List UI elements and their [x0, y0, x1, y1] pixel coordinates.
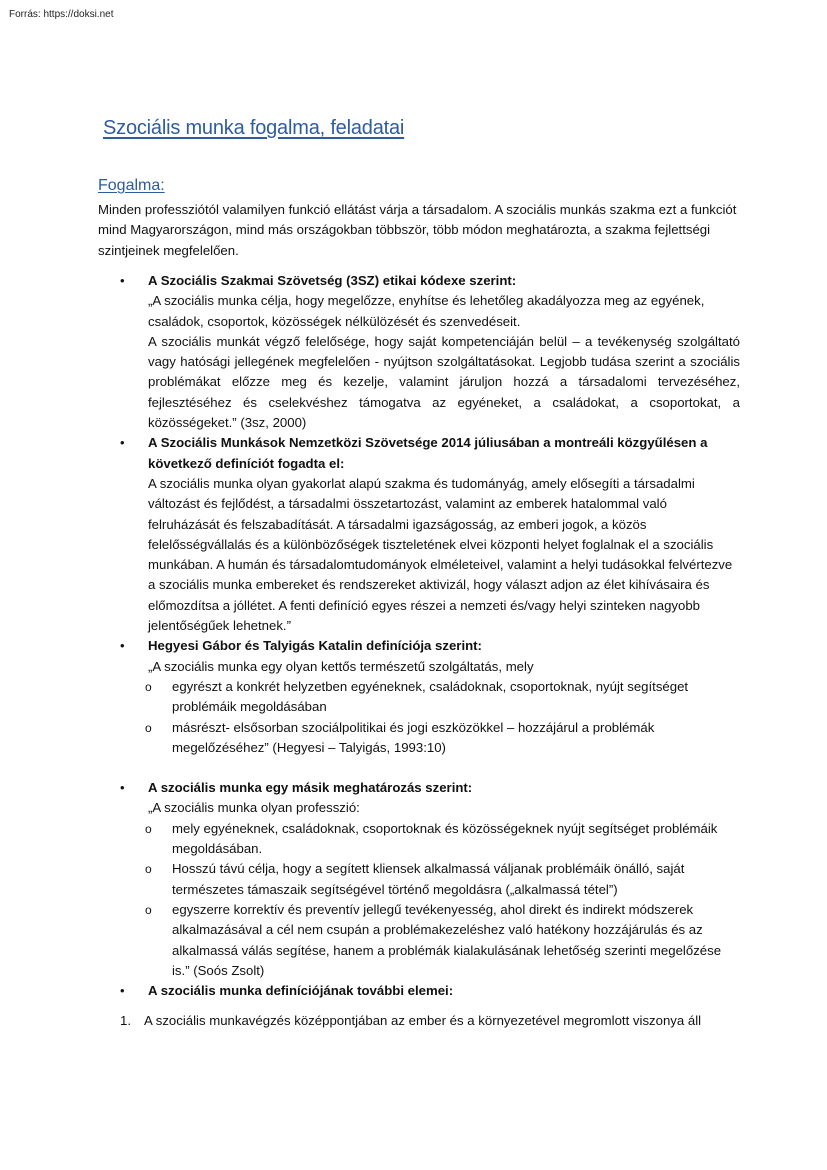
sub-list-item: [120, 677, 740, 718]
bullet-icon: •: [120, 273, 125, 288]
bullet-icon: •: [120, 983, 125, 999]
circle-bullet-icon: o: [145, 720, 152, 735]
list-item: [120, 778, 740, 819]
definition-list: [120, 271, 740, 1032]
item-text: „A szociális munka egy olyan kettős természetű szolgáltatás, mely: [148, 658, 534, 674]
circle-bullet-icon: o: [145, 862, 152, 877]
item-text: „A szociális munka olyan professzió:: [148, 800, 360, 816]
sub-list-item: [120, 900, 740, 981]
spacer: [120, 758, 740, 778]
sub-list-item: [120, 859, 740, 900]
list-item: [120, 271, 740, 433]
circle-bullet-icon: o: [145, 679, 152, 694]
bullet-icon: •: [120, 780, 125, 796]
sub-list-item: [120, 718, 740, 759]
sub-item-text: egyszerre korrektív és preventív jellegű tevékenyesség, ahol direkt és indirekt módszerek alkalmazásával a cél nem csupán a problémakezeléshez való hatékony hozzájárulás és az alkalmassá válás segítése, hanem a problémák kialakulásának lehetőség szerinti megelőzése is.” (Soós Zsolt): [172, 901, 722, 978]
item-heading: Hegyesi Gábor és Talyigás Katalin definíciója szerint:: [148, 638, 482, 654]
sub-item-text: Hosszú távú célja, hogy a segített kliensek alkalmassá váljanak problémáik önálló, saját természetes támaszaik segítségével történő megoldásra („alkalmassá tétel”): [172, 861, 685, 897]
bullet-icon: •: [120, 638, 125, 654]
sub-item-text: egyrészt a konkrét helyzetben egyéneknek, családoknak, csoportoknak, nyújt segítséget problémáik megoldásában: [172, 678, 689, 715]
intro-paragraph: Minden professziótól valamilyen funkció ellátást várja a társadalom. A szociális munkás szakma ezt a funkciót mind Magyarországon, mind más országokban többször, több módon meghatározta, a szakma fejlettségi szintjeinek megfelelően.: [98, 202, 737, 258]
source-label: Forrás: https://doksi.net: [9, 9, 114, 20]
sub-item-text: másrészt- elsősorban szociálpolitikai és jogi eszközökkel – hozzájárul a problémák megelőzéséhez” (Hegyesi – Talyigás, 1993:10): [172, 719, 655, 755]
list-item: [120, 636, 740, 677]
numbered-item-text: A szociális munkavégzés középpontjában az ember és a környezetével megromlott viszonya áll: [144, 1013, 702, 1029]
circle-bullet-icon: o: [145, 821, 152, 836]
numbered-item: [120, 1011, 740, 1031]
item-heading: A szociális munka definíciójának további elemei:: [148, 983, 454, 999]
item-text: A szociális munkát végző felelősége, hogy saját kompetenciáján belül – a tevékenység szolgáltató vagy hatósági jellegének megfelelően - nyújtson szolgáltatásokat. Legjobb tudása szerint a szociális problémákat előzze meg és kezelje, valamint járuljon hozzá a társadalomi tervezéséhez, fejlesztéséhez és cselekvéshez támogatva az egyéneket, a családokat, a csoportokat, a közösségeket.” (3sz, 2000): [148, 333, 740, 431]
circle-bullet-icon: o: [145, 902, 152, 917]
sub-item-text: mely egyéneknek, családoknak, csoportoknak és közösségeknek nyújt segítséget problémáik megoldásában.: [172, 820, 718, 857]
list-item: [120, 433, 740, 636]
bullet-icon: •: [120, 435, 125, 451]
item-heading: A Szociális Munkások Nemzetközi Szövetsége 2014 júliusában a montreáli közgyűlésen a következő definíciót fogadta el:: [148, 435, 708, 471]
item-text: A szociális munka olyan gyakorlat alapú szakma és tudományág, amely elősegíti a társadalmi változást és fejlődést, a társadalmi összetartozást, valamint az emberek hatalommal való felruházását és felszabadítását. A társadalmi igazságosság, az emberi jogok, a közös felelősségvállalás és a különbözőségek tiszteletének elvei központi helyet foglalnak el a szociális munkában. A humán és társadalomtudományok elméleteivel, valamint a helyi tudásokkal felvértezve a szociális munka embereket és rendszereket aktivizál, hogy választ adjon az élet kihívásaira és előmozdítsa a jóllétet. A fenti definíció egyes részei a nemzeti és/vagy helyi szinteken nagyobb jelentőségűek lehetnek.”: [148, 475, 733, 634]
item-heading: A szociális munka egy másik meghatározás szerint:: [148, 780, 473, 796]
sub-list-item: [120, 819, 740, 860]
list-item: [120, 981, 740, 1001]
item-heading: A Szociális Szakmai Szövetség (3SZ) etikai kódexe szerint:: [148, 273, 517, 288]
number-label: 1.: [120, 1013, 131, 1029]
item-text: „A szociális munka célja, hogy megelőzze, enyhítse és lehetőleg akadályozza meg az egyének, családok, csoportok, közösségek nélkülözését és szenvedéseit.: [148, 293, 705, 329]
section-heading: Fogalma:: [98, 177, 165, 194]
page-title: Szociális munka fogalma, feladatai: [103, 117, 405, 139]
